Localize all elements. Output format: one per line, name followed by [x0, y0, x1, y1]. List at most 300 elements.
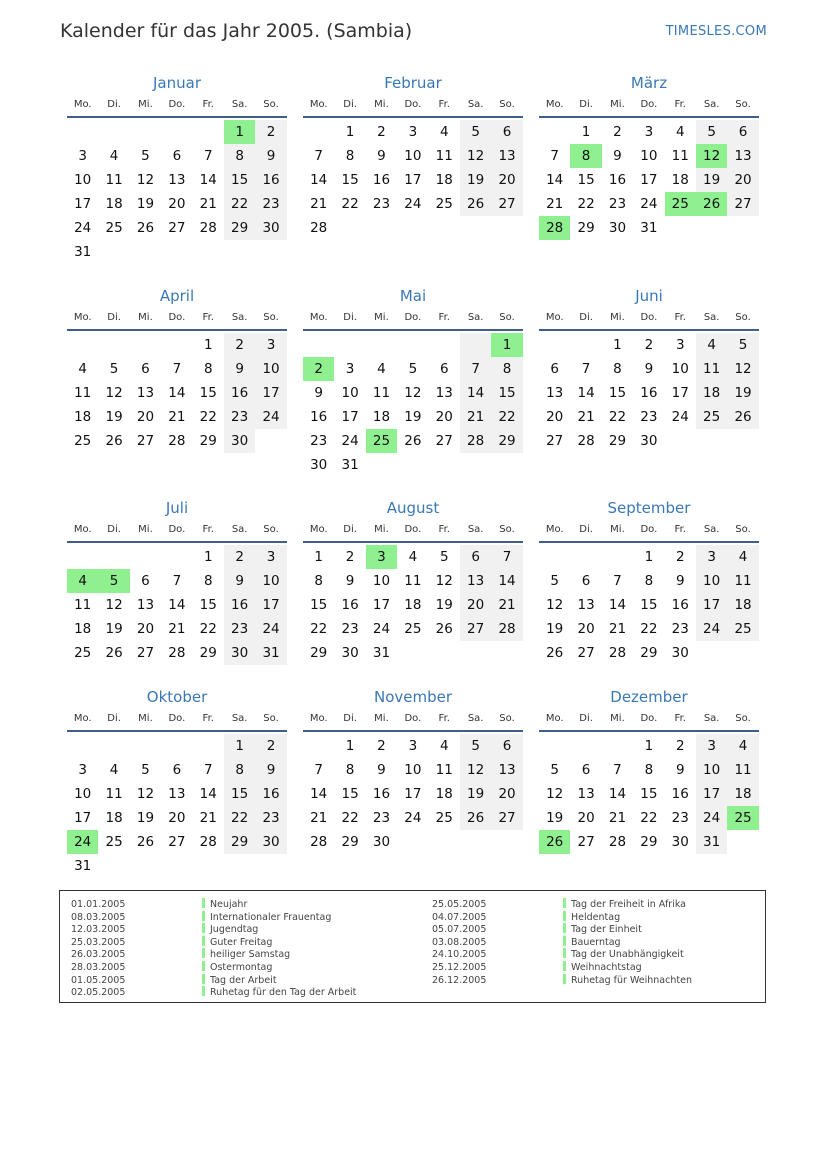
- day-cell: 19: [404, 409, 422, 425]
- empty-cell: [130, 120, 161, 144]
- day-cell: 10: [404, 762, 422, 778]
- day-cell: 27: [168, 834, 186, 850]
- day-cell: 1: [203, 337, 213, 353]
- weekday-label: Mo.: [309, 99, 328, 110]
- day-cell: 28: [168, 433, 186, 449]
- day-cell: 4: [109, 762, 119, 778]
- weekday-label: Mi.: [138, 524, 153, 535]
- legend-item: [432, 936, 762, 949]
- legend-item: [71, 923, 431, 936]
- day-cell: 26: [105, 645, 123, 661]
- day-cell: 19: [546, 810, 564, 826]
- header-divider: [303, 329, 523, 331]
- day-grid: [539, 545, 759, 665]
- weekday-label: Fr.: [438, 312, 450, 323]
- day-cell: 28: [199, 220, 217, 236]
- day-cell: 18: [105, 196, 123, 212]
- day-cell: 5: [696, 120, 727, 144]
- day-cell: 9: [255, 758, 286, 782]
- day-cell: 28: [491, 617, 522, 641]
- header-divider: [303, 116, 523, 118]
- day-cell: 5: [141, 762, 150, 778]
- weekday-label: Mi.: [374, 524, 389, 535]
- day-grid: [67, 734, 287, 878]
- day-cell: 30: [224, 429, 255, 453]
- legend-column-left: [71, 898, 431, 999]
- day-cell: 5: [727, 333, 758, 357]
- weekday-label: Do.: [168, 99, 186, 110]
- weekday-label: Di.: [107, 713, 121, 724]
- day-cell: 12: [105, 597, 123, 613]
- day-cell: 28: [460, 429, 491, 453]
- day-cell: 19: [136, 810, 155, 826]
- empty-cell: [161, 120, 192, 144]
- day-cell: 11: [671, 148, 689, 164]
- weekday-label: Fr.: [438, 713, 450, 724]
- day-cell: 3: [345, 361, 355, 377]
- month-name: September: [607, 499, 691, 517]
- weekday-label: Fr.: [674, 312, 686, 323]
- day-cell: 17: [255, 593, 286, 617]
- holiday-marker: [563, 961, 566, 971]
- day-grid: [303, 734, 523, 854]
- weekday-label: Do.: [640, 524, 658, 535]
- day-cell: 12: [105, 385, 123, 401]
- day-cell: 27: [136, 433, 155, 449]
- holiday-marker: [202, 936, 205, 946]
- day-cell: 17: [255, 381, 286, 405]
- day-cell: 28: [577, 433, 595, 449]
- weekday-header: [303, 309, 523, 327]
- weekday-label: Di.: [579, 713, 593, 724]
- header-divider: [539, 541, 759, 543]
- day-cell: 16: [224, 381, 255, 405]
- day-cell: 15: [640, 786, 658, 802]
- weekday-label: Mi.: [610, 99, 625, 110]
- weekday-label: Fr.: [202, 99, 214, 110]
- legend-date: 03.08.2005: [432, 936, 487, 948]
- day-cell: 5: [460, 734, 491, 758]
- day-cell: 22: [341, 810, 359, 826]
- legend-date: 05.07.2005: [432, 924, 487, 936]
- day-cell: 4: [109, 148, 119, 164]
- month-9: [539, 497, 759, 665]
- legend-holiday-name: heiliger Samstag: [210, 949, 291, 961]
- day-cell: 26: [136, 834, 155, 850]
- day-cell: 10: [696, 758, 727, 782]
- weekday-label: Mo.: [545, 524, 564, 535]
- day-cell-holiday: 25: [727, 806, 758, 830]
- weekday-label: Mo.: [545, 713, 564, 724]
- day-cell-holiday: 2: [303, 357, 334, 381]
- month-2: [303, 72, 523, 240]
- legend-holiday-name: Guter Freitag: [210, 936, 273, 948]
- weekday-label: Fr.: [674, 524, 686, 535]
- weekday-header: [539, 309, 759, 327]
- legend-date: 26.03.2005: [71, 949, 126, 961]
- day-cell: 18: [105, 810, 123, 826]
- weekday-label: Do.: [640, 713, 658, 724]
- day-cell: 5: [460, 120, 491, 144]
- day-cell: 12: [546, 786, 564, 802]
- day-cell: 19: [136, 196, 155, 212]
- holiday-marker: [563, 911, 566, 921]
- day-cell: 18: [74, 409, 92, 425]
- weekday-label: Sa.: [467, 524, 484, 535]
- empty-cell: [98, 333, 129, 357]
- day-cell: 27: [546, 433, 564, 449]
- day-cell: 21: [310, 196, 328, 212]
- day-cell: 6: [172, 148, 182, 164]
- weekday-label: Fr.: [202, 713, 214, 724]
- legend-item: [71, 961, 431, 974]
- day-cell: 28: [310, 834, 328, 850]
- day-cell: 29: [491, 429, 522, 453]
- day-cell: 26: [727, 405, 758, 429]
- legend-holiday-name: Tag der Freiheit in Afrika: [571, 899, 686, 910]
- day-cell: 21: [608, 810, 627, 826]
- day-cell: 28: [168, 645, 186, 661]
- weekday-label: Sa.: [231, 524, 248, 535]
- day-cell: 18: [727, 782, 758, 806]
- page-title: Kalender für das Jahr 2005. (Sambia): [60, 20, 413, 42]
- day-cell: 9: [644, 361, 654, 377]
- day-cell: 31: [640, 220, 658, 236]
- day-cell-holiday: 1: [491, 333, 522, 357]
- day-cell: 12: [136, 172, 155, 188]
- weekday-label: Mi.: [374, 713, 389, 724]
- day-cell: 1: [203, 549, 213, 565]
- empty-cell: [98, 120, 129, 144]
- day-cell: 24: [74, 220, 92, 236]
- day-cell: 30: [640, 433, 658, 449]
- day-cell: 21: [199, 196, 217, 212]
- day-cell: 24: [255, 405, 286, 429]
- day-cell: 19: [105, 621, 123, 637]
- day-cell: 13: [491, 144, 522, 168]
- day-cell: 27: [435, 433, 453, 449]
- legend-date: 25.03.2005: [71, 936, 126, 948]
- legend-item: [432, 898, 762, 911]
- empty-cell: [539, 734, 570, 758]
- weekday-label: Di.: [579, 99, 593, 110]
- day-cell: 5: [550, 762, 559, 778]
- day-cell: 5: [109, 361, 119, 377]
- weekday-label: Do.: [168, 312, 186, 323]
- header-divider: [539, 116, 759, 118]
- header-divider: [67, 730, 287, 732]
- day-cell: 18: [74, 621, 92, 637]
- day-cell: 7: [203, 148, 213, 164]
- day-cell: 11: [74, 597, 92, 613]
- day-cell: 16: [608, 172, 627, 188]
- day-cell: 28: [310, 220, 328, 236]
- legend-date: 02.05.2005: [71, 987, 126, 999]
- day-cell: 25: [74, 645, 92, 661]
- day-cell: 20: [727, 168, 758, 192]
- weekday-header: [539, 710, 759, 728]
- day-cell: 22: [608, 409, 627, 425]
- empty-cell: [98, 545, 129, 569]
- day-cell: 24: [696, 617, 727, 641]
- day-cell: 20: [577, 810, 595, 826]
- day-cell: 6: [550, 361, 559, 377]
- day-cell: 20: [136, 409, 155, 425]
- day-cell: 23: [224, 405, 255, 429]
- month-name: Oktober: [146, 688, 208, 706]
- day-cell: 31: [74, 858, 92, 874]
- day-cell: 18: [671, 172, 689, 188]
- weekday-label: Mo.: [73, 713, 92, 724]
- day-cell: 30: [310, 457, 328, 473]
- day-cell: 1: [644, 738, 654, 754]
- brand-link[interactable]: TIMESLES.COM: [665, 24, 767, 39]
- empty-cell: [397, 333, 428, 357]
- day-cell: 18: [435, 786, 453, 802]
- day-cell: 16: [640, 385, 658, 401]
- day-cell: 29: [577, 220, 595, 236]
- day-cell: 13: [136, 385, 155, 401]
- empty-cell: [602, 545, 633, 569]
- day-cell: 26: [460, 806, 491, 830]
- legend-item: [432, 923, 762, 936]
- weekday-label: So.: [263, 99, 279, 110]
- weekday-label: So.: [735, 99, 751, 110]
- holiday-marker: [202, 974, 205, 984]
- weekday-label: Do.: [404, 524, 422, 535]
- weekday-label: Mo.: [309, 524, 328, 535]
- day-cell: 13: [435, 385, 453, 401]
- day-cell: 11: [404, 573, 422, 589]
- weekday-label: So.: [263, 312, 279, 323]
- empty-cell: [366, 333, 397, 357]
- day-cell: 12: [435, 573, 453, 589]
- day-cell: 28: [199, 834, 217, 850]
- empty-cell: [539, 120, 570, 144]
- day-cell: 2: [377, 738, 386, 754]
- empty-cell: [161, 333, 192, 357]
- month-name: November: [373, 688, 453, 706]
- day-cell-holiday: 25: [366, 429, 397, 453]
- day-cell: 1: [345, 738, 355, 754]
- day-cell: 10: [372, 573, 391, 589]
- weekday-header: [303, 710, 523, 728]
- day-cell: 24: [696, 806, 727, 830]
- empty-cell: [570, 545, 601, 569]
- day-cell: 27: [136, 645, 155, 661]
- day-cell-holiday: 24: [67, 830, 98, 854]
- day-cell: 7: [550, 148, 559, 164]
- empty-cell: [98, 734, 129, 758]
- day-cell: 24: [671, 409, 689, 425]
- empty-cell: [602, 734, 633, 758]
- weekday-label: Mi.: [138, 99, 153, 110]
- day-cell: 7: [314, 148, 323, 164]
- holiday-legend: [59, 890, 766, 1003]
- day-cell: 23: [372, 196, 391, 212]
- weekday-label: Di.: [107, 524, 121, 535]
- day-cell-holiday: 26: [539, 830, 570, 854]
- empty-cell: [570, 734, 601, 758]
- day-cell: 31: [255, 641, 286, 665]
- day-cell: 23: [255, 192, 286, 216]
- day-cell-holiday: 4: [67, 569, 98, 593]
- day-cell: 2: [255, 734, 286, 758]
- day-cell: 14: [491, 569, 522, 593]
- month-name: Februar: [384, 74, 442, 92]
- empty-cell: [161, 545, 192, 569]
- day-cell-holiday: 1: [224, 120, 255, 144]
- weekday-label: Sa.: [467, 312, 484, 323]
- day-cell: 7: [491, 545, 522, 569]
- day-cell: 31: [696, 830, 727, 854]
- day-cell: 3: [696, 545, 727, 569]
- weekday-label: Do.: [640, 312, 658, 323]
- day-cell: 7: [460, 357, 491, 381]
- weekday-label: Di.: [107, 99, 121, 110]
- day-cell: 17: [74, 810, 92, 826]
- day-cell: 9: [314, 385, 323, 401]
- day-cell: 13: [577, 597, 595, 613]
- day-cell: 19: [546, 621, 564, 637]
- day-cell: 13: [136, 597, 155, 613]
- day-cell: 4: [727, 734, 758, 758]
- day-cell: 16: [671, 786, 689, 802]
- weekday-label: Do.: [404, 713, 422, 724]
- month-1: [67, 72, 287, 264]
- day-cell: 16: [671, 597, 689, 613]
- day-cell: 29: [310, 645, 328, 661]
- weekday-label: Mo.: [309, 312, 328, 323]
- day-grid: [303, 333, 523, 477]
- empty-cell: [130, 545, 161, 569]
- month-3: [539, 72, 759, 240]
- day-cell: 8: [644, 573, 654, 589]
- day-cell: 17: [74, 196, 92, 212]
- header-divider: [67, 329, 287, 331]
- empty-cell: [303, 120, 334, 144]
- holiday-marker: [202, 898, 205, 908]
- day-cell: 11: [105, 786, 123, 802]
- day-cell: 5: [439, 549, 449, 565]
- holiday-marker: [202, 923, 205, 933]
- month-name: Januar: [153, 74, 201, 92]
- day-cell: 21: [460, 405, 491, 429]
- legend-date: 25.12.2005: [432, 961, 487, 973]
- month-name: Mai: [399, 287, 427, 305]
- day-grid: [303, 120, 523, 240]
- day-cell: 12: [727, 357, 758, 381]
- day-cell: 16: [255, 168, 286, 192]
- legend-holiday-name: Tag der Arbeit: [210, 974, 277, 986]
- weekday-label: Sa.: [703, 713, 720, 724]
- day-cell: 9: [613, 148, 622, 164]
- day-cell: 17: [640, 172, 658, 188]
- day-cell: 16: [310, 409, 328, 425]
- day-cell: 21: [546, 196, 564, 212]
- weekday-label: Do.: [168, 713, 186, 724]
- day-cell: 4: [78, 361, 87, 377]
- day-cell: 10: [74, 786, 92, 802]
- day-cell: 13: [168, 786, 186, 802]
- month-name: März: [630, 74, 668, 92]
- day-grid: [303, 545, 523, 665]
- empty-cell: [67, 120, 98, 144]
- legend-holiday-name: Weihnachtstag: [571, 961, 642, 973]
- month-7: [67, 497, 287, 665]
- weekday-label: Di.: [579, 524, 593, 535]
- day-cell: 30: [608, 220, 627, 236]
- month-10: [67, 686, 287, 878]
- weekday-label: So.: [499, 312, 515, 323]
- day-cell: 8: [224, 758, 255, 782]
- weekday-label: Sa.: [231, 99, 248, 110]
- day-cell: 11: [105, 172, 123, 188]
- day-cell: 19: [727, 381, 758, 405]
- weekday-label: Do.: [168, 524, 186, 535]
- day-cell: 23: [608, 196, 627, 212]
- day-cell: 29: [341, 834, 359, 850]
- legend-holiday-name: Bauerntag: [571, 936, 621, 948]
- day-cell: 14: [546, 172, 564, 188]
- day-cell: 15: [608, 385, 627, 401]
- day-cell: 23: [341, 621, 359, 637]
- day-cell: 3: [408, 124, 418, 140]
- day-cell: 8: [644, 762, 654, 778]
- legend-date: 24.10.2005: [432, 949, 487, 961]
- day-cell: 20: [546, 409, 564, 425]
- day-cell: 29: [224, 830, 255, 854]
- day-cell: 5: [141, 148, 150, 164]
- day-cell-holiday: 3: [366, 545, 397, 569]
- legend-item: [432, 948, 762, 961]
- weekday-label: So.: [499, 524, 515, 535]
- day-cell: 25: [435, 196, 453, 212]
- weekday-label: Mo.: [73, 312, 92, 323]
- weekday-label: Fr.: [438, 99, 450, 110]
- day-cell: 27: [577, 834, 595, 850]
- day-cell: 6: [491, 120, 522, 144]
- weekday-label: Sa.: [703, 524, 720, 535]
- day-cell: 7: [203, 762, 213, 778]
- day-cell: 25: [727, 617, 758, 641]
- day-cell: 25: [105, 220, 123, 236]
- day-cell: 10: [640, 148, 658, 164]
- legend-date: 01.01.2005: [71, 899, 126, 910]
- day-cell: 14: [460, 381, 491, 405]
- day-cell: 28: [608, 834, 627, 850]
- day-cell: 22: [640, 810, 658, 826]
- day-cell: 22: [577, 196, 595, 212]
- day-cell: 15: [491, 381, 522, 405]
- day-cell: 11: [435, 148, 453, 164]
- day-cell: 12: [404, 385, 422, 401]
- day-cell: 22: [199, 409, 217, 425]
- weekday-header: [67, 309, 287, 327]
- day-cell: 17: [341, 409, 359, 425]
- day-cell: 20: [460, 593, 491, 617]
- day-cell: 24: [404, 810, 422, 826]
- day-cell: 13: [491, 758, 522, 782]
- day-cell: 23: [372, 810, 391, 826]
- day-cell: 15: [199, 385, 217, 401]
- day-cell: 17: [404, 172, 422, 188]
- day-cell: 20: [168, 196, 186, 212]
- day-cell: 20: [491, 168, 522, 192]
- day-cell: 7: [172, 361, 182, 377]
- day-cell: 9: [224, 569, 255, 593]
- weekday-label: Mi.: [610, 713, 625, 724]
